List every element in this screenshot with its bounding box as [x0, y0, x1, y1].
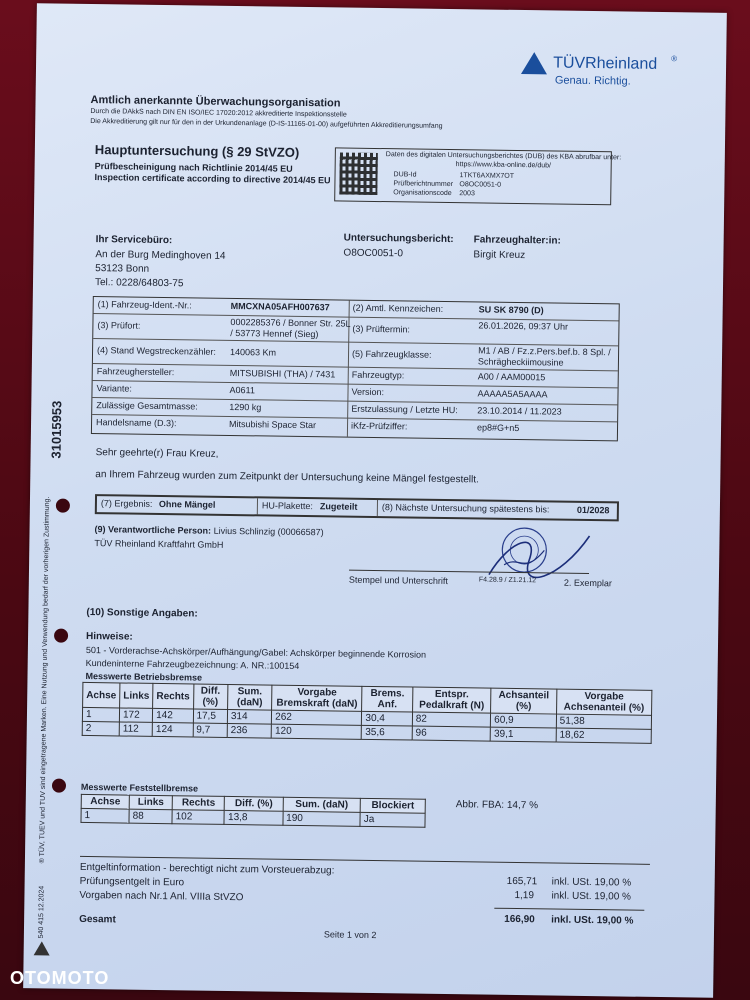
cell: 2	[82, 721, 119, 736]
col-header: Sum. (daN)	[283, 797, 361, 812]
fba-value: Abbr. FBA: 14,7 %	[455, 799, 539, 812]
odometer-value: 140063 Km	[229, 346, 277, 358]
cell: 9,7	[193, 723, 228, 737]
parking-brake-table	[80, 794, 425, 828]
col-header: Rechts	[172, 796, 225, 811]
subtitle-en: Inspection certificate according to directive 2014/45 EU	[94, 172, 331, 186]
cell: 1	[81, 808, 129, 823]
check-digit-value: ep8#G+n5	[476, 422, 520, 434]
cell: 30,4	[362, 711, 413, 726]
col-header: Links	[129, 795, 172, 810]
col-header: Vorgabe Achsenanteil (%)	[556, 689, 652, 715]
vehicle-class-value-2: Schrägheckiimousine	[477, 356, 564, 368]
cell: 236	[227, 723, 272, 738]
report-number: O8OC0051-0	[343, 247, 404, 260]
dub-value: O8OC0051-0	[459, 181, 502, 189]
inspection-date-value: 26.01.2026, 09:37 Uhr	[478, 320, 569, 332]
fee-total-line	[494, 908, 644, 911]
dub-key: DUB-Id	[393, 171, 417, 179]
responsible-person	[95, 524, 324, 537]
total-label: Gesamt	[79, 913, 116, 926]
hint-defect: 501 - Vorderachse-Achskörper/Aufhängung/Gabel: Achskörper beginnende Korrosion	[85, 644, 427, 660]
subtitle-de: Prüfbescheinigung nach Richtlinie 2014/45 EU	[94, 161, 293, 174]
registration-label: Erstzulassung / Letzte HU:	[351, 403, 458, 416]
vehicle-class-label: (5) Fahrzeugklasse:	[351, 348, 432, 360]
inspection-place-value: 0002285376 / Bonner Str. 25L	[230, 316, 351, 329]
owner-heading: Fahrzeughalter:in:	[473, 234, 561, 247]
page-title: Hauptuntersuchung (§ 29 StVZO)	[94, 142, 300, 160]
report-heading: Untersuchungsbericht:	[343, 232, 454, 246]
type-value: A00 / AAM00015	[477, 371, 546, 383]
fee-label: Prüfungsentgelt in Euro	[79, 875, 185, 889]
otomoto-watermark: OTOMOTO	[10, 968, 110, 988]
manufacturer-label: Fahrzeughersteller:	[96, 366, 175, 378]
service-brake-table	[82, 682, 653, 744]
fee-vat: inkl. USt. 19,00 %	[551, 876, 632, 889]
tuv-footer-triangle-icon	[34, 941, 50, 955]
cell: 13,8	[224, 810, 282, 825]
fee-vat: inkl. USt. 19,00 %	[551, 890, 632, 903]
dub-url[interactable]: https://www.kba-online.de/dub/	[455, 161, 552, 170]
inspection-date-label: (3) Prüftermin:	[352, 323, 410, 335]
brand-name: TÜVRheinland	[553, 54, 658, 73]
type-label: Fahrzeugtyp:	[351, 369, 405, 381]
signature-code: F4.28.9 / Z1.21.12	[478, 576, 537, 585]
cell: 314	[227, 709, 272, 724]
org-line-2: Die Akkreditierung gilt nur für den in der Urkundenanlage (D-IS-11165-01-00) aufgeführten Akkreditierungsumfang	[90, 117, 443, 130]
cell: 172	[119, 708, 152, 722]
vehicle-data-box	[91, 296, 620, 441]
trade-name-label: Handelsname (D.3):	[95, 417, 177, 429]
fee-amount: 1,19	[514, 889, 535, 902]
dub-value: 2003	[459, 190, 475, 198]
service-address: An der Burg Medinghoven 14	[95, 249, 226, 262]
inspection-certificate	[23, 3, 727, 998]
vin-value: MMCXNA05AFH007637	[230, 300, 330, 313]
col-header: Vorgabe Bremskraft (daN)	[272, 685, 363, 711]
cell: 190	[283, 811, 361, 826]
cell: 60,9	[491, 713, 557, 728]
brand-reg: ®	[671, 54, 678, 64]
variant-value: A0611	[229, 384, 255, 396]
trade-name-value: Mitsubishi Space Star	[228, 418, 317, 431]
cell: 96	[412, 726, 491, 741]
variant-label: Variante:	[96, 383, 132, 394]
page-number: Seite 1 von 2	[323, 929, 377, 941]
cell: 124	[152, 722, 193, 737]
fee-info: Entgeltinformation - berechtigt nicht zum Vorsteuerabzug:	[79, 861, 335, 877]
col-header: Achse	[83, 682, 120, 708]
col-header: Diff. (%)	[225, 796, 283, 811]
cell: 35,6	[362, 725, 413, 740]
responsible-label: (9) Verantwortliche Person:	[94, 524, 212, 536]
owner-name: Birgit Kreuz	[473, 249, 526, 262]
next-inspection-value: 01/2028	[576, 504, 610, 516]
tuv-triangle-icon	[521, 52, 547, 74]
other-heading: (10) Sonstige Angaben:	[86, 606, 198, 620]
manufacturer-value: MITSUBISHI (THA) / 7431	[229, 367, 336, 380]
check-digit-label: iKfz-Prüfziffer:	[350, 420, 408, 432]
col-header: Rechts	[153, 683, 194, 709]
col-header: Brems. Anf.	[362, 686, 413, 712]
version-value: AAAAA5A5AAAA	[477, 388, 548, 400]
cell: 262	[272, 710, 362, 725]
odometer-label: (4) Stand Wegstreckenzähler:	[97, 345, 217, 357]
total-vat: inkl. USt. 19,00 %	[551, 914, 634, 927]
col-header: Blockiert	[360, 798, 425, 813]
col-header: Links	[120, 683, 153, 708]
cell: 120	[271, 724, 361, 739]
greeting: Sehr geehrte(r) Frau Kreuz,	[95, 447, 219, 460]
trademark-note: ® TÜV, TUEV und TUV sind eingetragene Marken. Eine Nutzung und Verwendung bedarf der vorherigen Zustimmung.	[38, 496, 52, 864]
binder-hole	[52, 779, 66, 793]
brand-slogan: Genau. Richtig.	[554, 74, 631, 88]
next-inspection-label: (8) Nächste Untersuchung spätestens bis:	[381, 502, 550, 515]
park-brake-title: Messwerte Feststellbremse	[80, 781, 199, 794]
vin-label: (1) Fahrzeug-Ident.-Nr.:	[97, 299, 192, 311]
inspection-place-value-2: / 53773 Hennef (Sieg)	[230, 327, 319, 340]
form-code: 540 415 12.2024	[37, 885, 46, 939]
dub-box	[334, 147, 622, 205]
sticker-label: HU-Plakette:	[261, 500, 314, 512]
hint-vehicle-id: Kundeninterne Fahrzeugbezeichnung: A. NR.:100154	[85, 657, 300, 671]
mass-label: Zulässige Gesamtmasse:	[96, 400, 198, 412]
cell: 102	[172, 810, 225, 825]
letter-body: an Ihrem Fahrzeug wurden zum Zeitpunkt der Untersuchung keine Mängel festgestellt.	[95, 469, 479, 486]
cell: 51,38	[556, 714, 651, 729]
sticker-value: Zugeteilt	[319, 501, 358, 512]
cell: Ja	[360, 812, 425, 827]
mass-value: 1290 kg	[229, 401, 262, 413]
cell: 17,5	[193, 709, 228, 723]
service-city: 53123 Bonn	[95, 263, 150, 275]
col-header: Achse	[81, 794, 129, 809]
org-title: Amtlich anerkannte Überwachungsorganisation	[90, 93, 341, 110]
result-value: Ohne Mängel	[158, 498, 216, 510]
copy-label: 2. Exemplar	[563, 577, 612, 589]
brake-title: Messwerte Betriebsbremse	[85, 670, 203, 683]
dub-key: Organisationscode	[393, 189, 452, 198]
cell: 88	[129, 809, 172, 824]
vehicle-class-value: M1 / AB / Fz.z.Pers.bef.b. 8 Spl. /	[478, 345, 611, 358]
cell: 1	[82, 707, 119, 722]
result-label: (7) Ergebnis:	[100, 498, 153, 509]
signature-label: Stempel und Unterschrift	[348, 574, 448, 587]
cell: 39,1	[490, 727, 556, 742]
col-header: Sum. (daN)	[227, 684, 272, 710]
registration-value: 23.10.2014 / 11.2023	[477, 405, 562, 417]
cell: 82	[412, 712, 491, 727]
inspection-place-label: (3) Prüfort:	[97, 320, 141, 331]
plate-value: SU SK 8790 (D)	[478, 304, 544, 316]
hints-heading: Hinweise:	[85, 630, 133, 643]
version-label: Version:	[351, 386, 385, 398]
result-box	[95, 494, 619, 521]
responsible-name: Livius Schlinzig (00066587)	[213, 525, 324, 538]
binder-hole	[56, 499, 70, 513]
fee-label: Vorgaben nach Nr.1 Anl. VIIIa StVZO	[79, 889, 244, 904]
dub-value: 1TKT6AXMX7OT	[459, 172, 515, 180]
binder-hole	[54, 629, 68, 643]
cell: 112	[119, 722, 152, 736]
plate-label: (2) Amtl. Kennzeichen:	[352, 302, 444, 314]
service-heading: Ihr Servicebüro:	[95, 234, 173, 247]
document-number: 31015953	[48, 400, 65, 459]
col-header: Achsanteil (%)	[491, 688, 557, 714]
col-header: Entspr. Pedalkraft (N)	[412, 687, 491, 713]
org-line-1: Durch die DAkkS nach DIN EN ISO/IEC 17020:2012 akkreditierte Inspektionsstelle	[90, 107, 347, 119]
dub-key: Prüfberichtnummer	[393, 180, 453, 189]
col-header: Diff. (%)	[193, 684, 228, 709]
company-name: TÜV Rheinland Kraftfahrt GmbH	[94, 538, 224, 550]
dub-info: Daten des digitalen Untersuchungsberichtes (DUB) des KBA abrufbar unter:	[385, 151, 622, 162]
fee-amount: 165,71	[506, 875, 538, 888]
qr-code-icon	[339, 152, 378, 195]
cell: 142	[153, 708, 194, 723]
total-amount: 166,90	[504, 913, 535, 926]
service-phone: Tel.: 0228/64803-75	[94, 277, 184, 290]
cell: 18,62	[556, 728, 651, 743]
